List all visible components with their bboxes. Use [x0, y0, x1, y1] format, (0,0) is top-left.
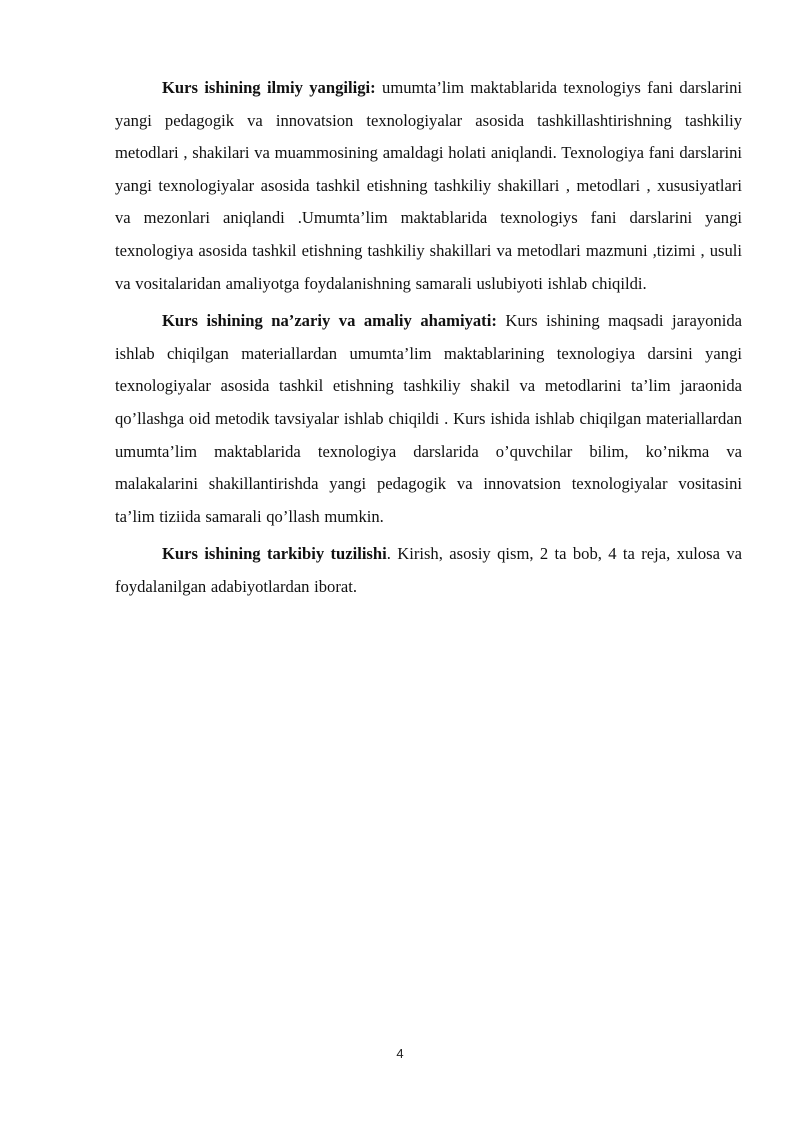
paragraph-text: Kurs ishining maqsadi jarayonida ishlab chiqilgan materiallardan umumta’lim maktablarining texnologiya darsini yangi texnologiyalar asosida tashkil etishning tashkiliy shakil va metodlarini ta’lim jaraonida qo’llashga oid metodik tavsiyalar ishlab chiqildi . Kurs ishida ishlab chiqilgan materiallardan umumta’lim maktablarida texnologiya darslarida o’quvchilar bilim, ko’nikma va malakalarini shakillantirishda yangi pedagogik va innovatsion texnologiyalar vositasini ta’lim tiziida samarali qo’llash mumkin.: [115, 311, 743, 526]
document-body: [115, 72, 742, 609]
page-number: 4: [396, 1046, 404, 1061]
paragraph-scientific-novelty: [115, 72, 742, 300]
paragraph-heading: Kurs ishining ilmiy yangiligi:: [162, 78, 376, 97]
paragraph-theoretical-practical-significance: [115, 305, 742, 533]
paragraph-heading: Kurs ishining na’zariy va amaliy ahamiyati:: [162, 311, 497, 331]
paragraph-structure: [115, 538, 742, 603]
paragraph-text: umumta’lim maktablarida texnologiys fani darslarini yangi pedagogik va innovatsion texnologiyalar asosida tashkillashtirishning tashkiliy metodlari , shakilari va muammosining amaldagi holati aniqlandi. Texnologiya fani darslarini yangi texnologiyalar asosida tashkil etishning tashkiliy shakillari , metodlari , xususiyatlari va mezonlari aniqlandi .Umumta’lim maktablarida texnologiys fani darslarini yangi texnologiya asosida tashkil etishning tashkiliy shakillari va metodlari mazmuni ,tizimi , usuli va vositalaridan amaliyotga foydalanishning samarali uslubiyoti ishlab chiqildi.: [115, 78, 743, 293]
paragraph-heading: Kurs ishining tarkibiy tuzilishi: [162, 544, 387, 564]
paragraph-text: . Kirish, asosiy qism, 2 ta bob, 4 ta reja, xulosa va foydalanilgan adabiyotlardan iborat.: [115, 544, 742, 596]
